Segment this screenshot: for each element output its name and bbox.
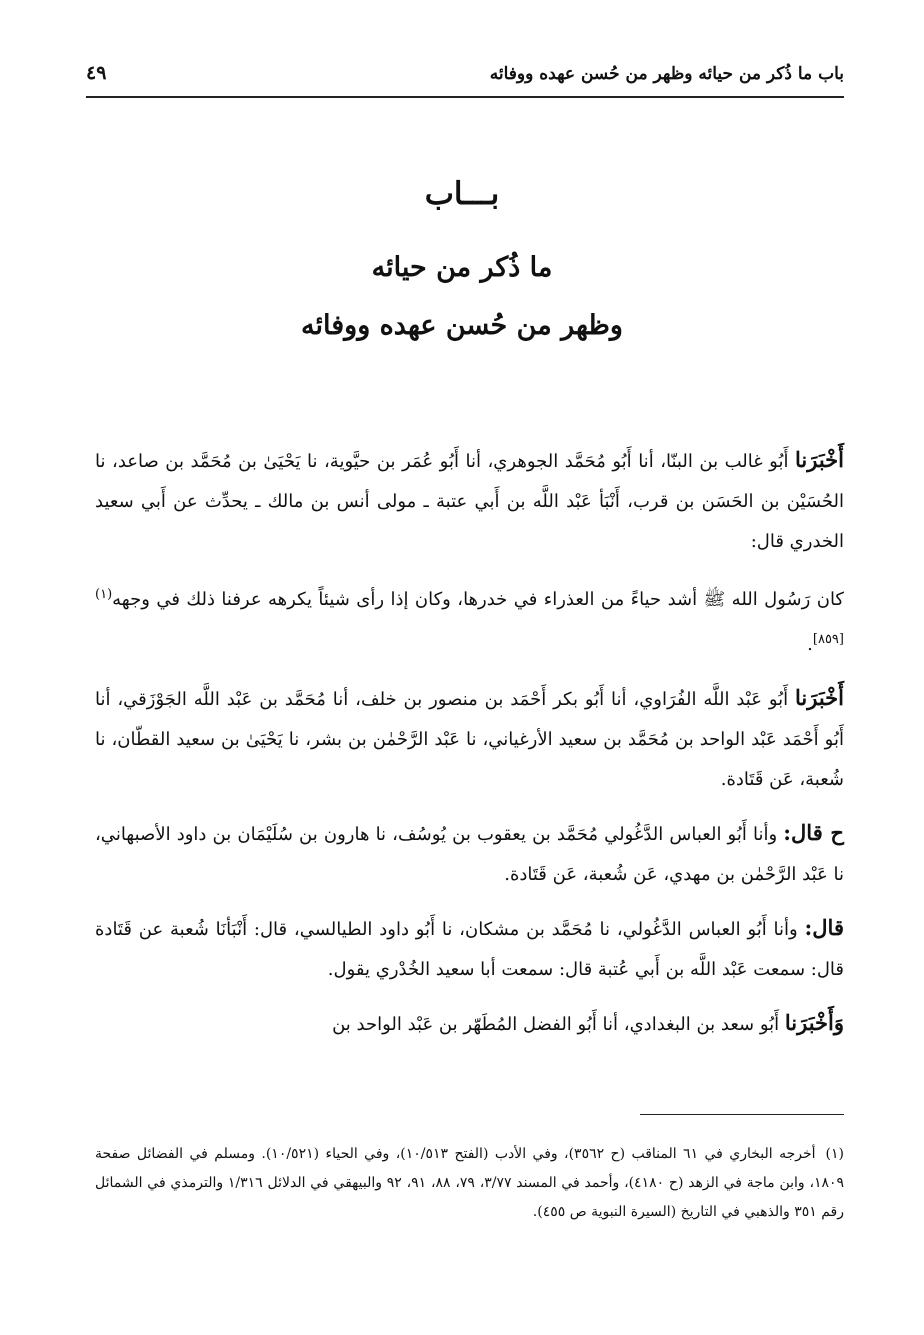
footnotes bbox=[95, 1140, 844, 1227]
paragraph bbox=[95, 575, 844, 665]
footnote-divider bbox=[640, 1114, 844, 1115]
paragraph-text: أَبُو غالب بن البنّا، أنا أَبُو مُحَمَّد الجوهري، أنا أَبُو عُمَر بن حيَّوية، نا يَحْيَىٰ بن مُحَمَّد بن صاعد، نا الحُسَيْن بن الحَسَن بن قرب، أَنْبَأ عَبْد اللَّه بن أَبي عتبة ـ مولى أنس بن مالك ـ يحدِّث عن أَبي سعيد الخدري قال: bbox=[95, 451, 844, 552]
paragraph bbox=[95, 1003, 844, 1045]
running-title: باب ما ذُكر من حيائه وظهر من حُسن عهده ووفائه bbox=[489, 64, 844, 84]
footnote-text: أخرجه البخاري في ٦١ المناقب (ح ٣٥٦٢)، وفي الأدب (الفتح ١٠/٥١٣)، وفي الحياء (١٠/٥٢١). ومسلم في الفضائل صفحة ١٨٠٩، وابن ماجة في الزهد (ح ٤١٨٠)، وأحمد في المسند ٣/٧٧، ٧٩، ٨٨، ٩١، ٩٢ والبيهقي في الدلائل ١/٣١٦ والترمذي في الشمائل رقم ٣٥١ والذهبي في التاريخ (السيرة النبوية ص ٤٥٥). bbox=[95, 1146, 845, 1220]
chapter-title-line-2: وظهر من حُسن عهده ووفائه bbox=[301, 310, 623, 341]
running-header bbox=[86, 60, 844, 98]
paragraph-text: وأنا أَبُو العباس الدَّغُولي مُحَمَّد بن يعقوب بن يُوسُف، نا هارون بن سُلَيْمَان بن داود الأصبهاني، نا عَبْد الرَّحْمٰن بن مهدي، عَن شُعبة، عَن قَتَادة. bbox=[95, 824, 844, 885]
chapter-label: بـــاب bbox=[424, 176, 500, 212]
body-text bbox=[95, 440, 844, 1058]
page-number: ٤٩ bbox=[86, 62, 107, 84]
paragraph-lead: أَخْبَرَنا bbox=[795, 447, 844, 472]
paragraph-text: وأنا أَبُو العباس الدَّغُولي، نا مُحَمَّد بن مشكان، نا أَبُو داود الطيالسي، قال: أَنْبَأنَا شُعبة عن قَتَادة قال: سمعت عَبْد اللَّه بن أَبي عُتبة قال: سمعت أبا سعيد الخُدْري يقول. bbox=[95, 919, 844, 980]
paragraph-text: كان رَسُول الله ﷺ أشد حياءً من العذراء في خدرها، وكان إذا رأى شيئاً يكرهه عرفنا ذلك في وجهه bbox=[112, 589, 844, 610]
paragraph-text: أَبُو عَبْد اللَّه الفُرَاوي، أنا أَبُو بكر أَحْمَد بن منصور بن خلف، أنا مُحَمَّد بن عَبْد اللَّه الجَوْزَقي، أنا أَبُو أَحْمَد عَبْد الواحد بن مُحَمَّد بن سعيد الأرغياني، نا عَبْد الرَّحْمٰن بن بشر، نا يَحْيَىٰ بن سعيد القطّان، نا شُعبة، عَن قَتَادة. bbox=[95, 689, 844, 790]
paragraph-text-after: . bbox=[807, 634, 813, 655]
paragraph bbox=[95, 440, 844, 562]
paragraph-text: أَبُو سعد بن البغدادي، أنا أَبُو الفضل المُطَهّر بن عَبْد الواحد بن bbox=[332, 1014, 785, 1035]
paragraph-lead: أَخْبَرَنا bbox=[795, 685, 844, 710]
footnote bbox=[95, 1140, 844, 1227]
footnote-marker: (١) bbox=[825, 1146, 844, 1162]
chapter-title-line-1: ما ذُكر من حيائه bbox=[371, 252, 553, 283]
paragraph-lead: وَأَخْبَرَنا bbox=[784, 1010, 844, 1035]
footnote-reference: (١)[٨٥٩] bbox=[95, 587, 844, 647]
paragraph bbox=[95, 813, 844, 895]
paragraph bbox=[95, 678, 844, 800]
paragraph-lead: ح قال: bbox=[783, 820, 844, 845]
paragraph-lead: قال: bbox=[804, 915, 844, 940]
paragraph bbox=[95, 908, 844, 990]
